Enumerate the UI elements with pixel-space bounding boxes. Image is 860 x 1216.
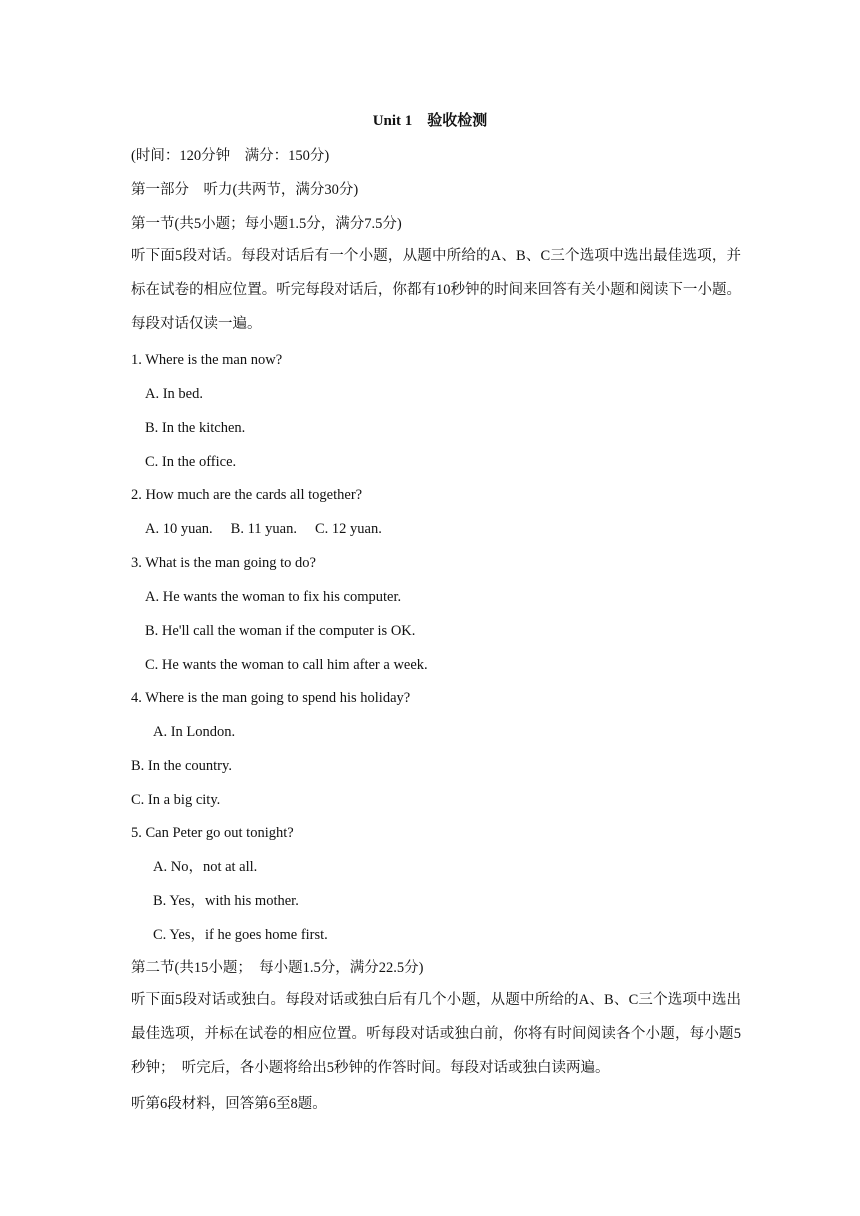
answer-option: A. No，not at all. <box>153 859 258 875</box>
document-title: Unit 1 验收检测 <box>372 113 488 129</box>
answer-option: B. In the kitchen. <box>145 420 246 436</box>
question-stem: 3. What is the man going to do? <box>131 555 316 571</box>
question-stem: 2. How much are the cards all together? <box>131 487 363 503</box>
answer-option: A. In bed. <box>145 386 203 402</box>
answer-option: A. In London. <box>153 724 236 740</box>
answer-option: B. He'll call the woman if the computer is OK. <box>145 623 416 639</box>
section-heading: 第一节(共5小题；每小题1.5分，满分7.5分) <box>131 216 402 232</box>
answer-option: B. Yes，with his mother. <box>153 893 299 909</box>
question-stem: 4. Where is the man going to spend his holiday? <box>131 690 411 706</box>
exam-meta: (时间：120分钟 满分：150分) <box>131 148 330 164</box>
part-heading: 第一部分 听力(共两节，满分30分) <box>131 182 359 198</box>
section-instructions: 听下面5段对话。每段对话后有一个小题，从题中所给的A、B、C三个选项中选出最佳选项，并标在试卷的相应位置。听完每段对话后，你都有10秒钟的时间来回答有关小题和阅读下一小题。每段对话仅读一遍。 <box>131 248 741 332</box>
answer-option: C. He wants the woman to call him after a week. <box>145 657 428 673</box>
answer-option: C. In a big city. <box>131 792 221 808</box>
answer-option: C. 12 yuan. <box>315 521 382 537</box>
answer-option: C. In the office. <box>145 454 237 470</box>
question-stem: 5. Can Peter go out tonight? <box>131 825 294 841</box>
answer-option: B. In the country. <box>131 758 232 774</box>
section-instructions: 听下面5段对话或独白。每段对话或独白后有几个小题，从题中所给的A、B、C三个选项中选出最佳选项，并标在试卷的相应位置。听每段对话或独白前，你将有时间阅读各个小题，每小题5秒钟； 听完后，各小题将给出5秒钟的作答时间。每段对话或独白读两遍。 <box>131 992 741 1076</box>
section-heading: 第二节(共15小题； 每小题1.5分，满分22.5分) <box>131 960 424 976</box>
answer-option: B. 11 yuan. <box>230 521 297 537</box>
answer-option: A. He wants the woman to fix his computer. <box>145 589 402 605</box>
material-heading: 听第6段材料，回答第6至8题。 <box>131 1096 327 1112</box>
answer-options-row <box>131 519 745 539</box>
answer-option: A. 10 yuan. <box>145 521 213 537</box>
question-stem: 1. Where is the man now? <box>131 352 283 368</box>
answer-option: C. Yes，if he goes home first. <box>153 927 328 943</box>
